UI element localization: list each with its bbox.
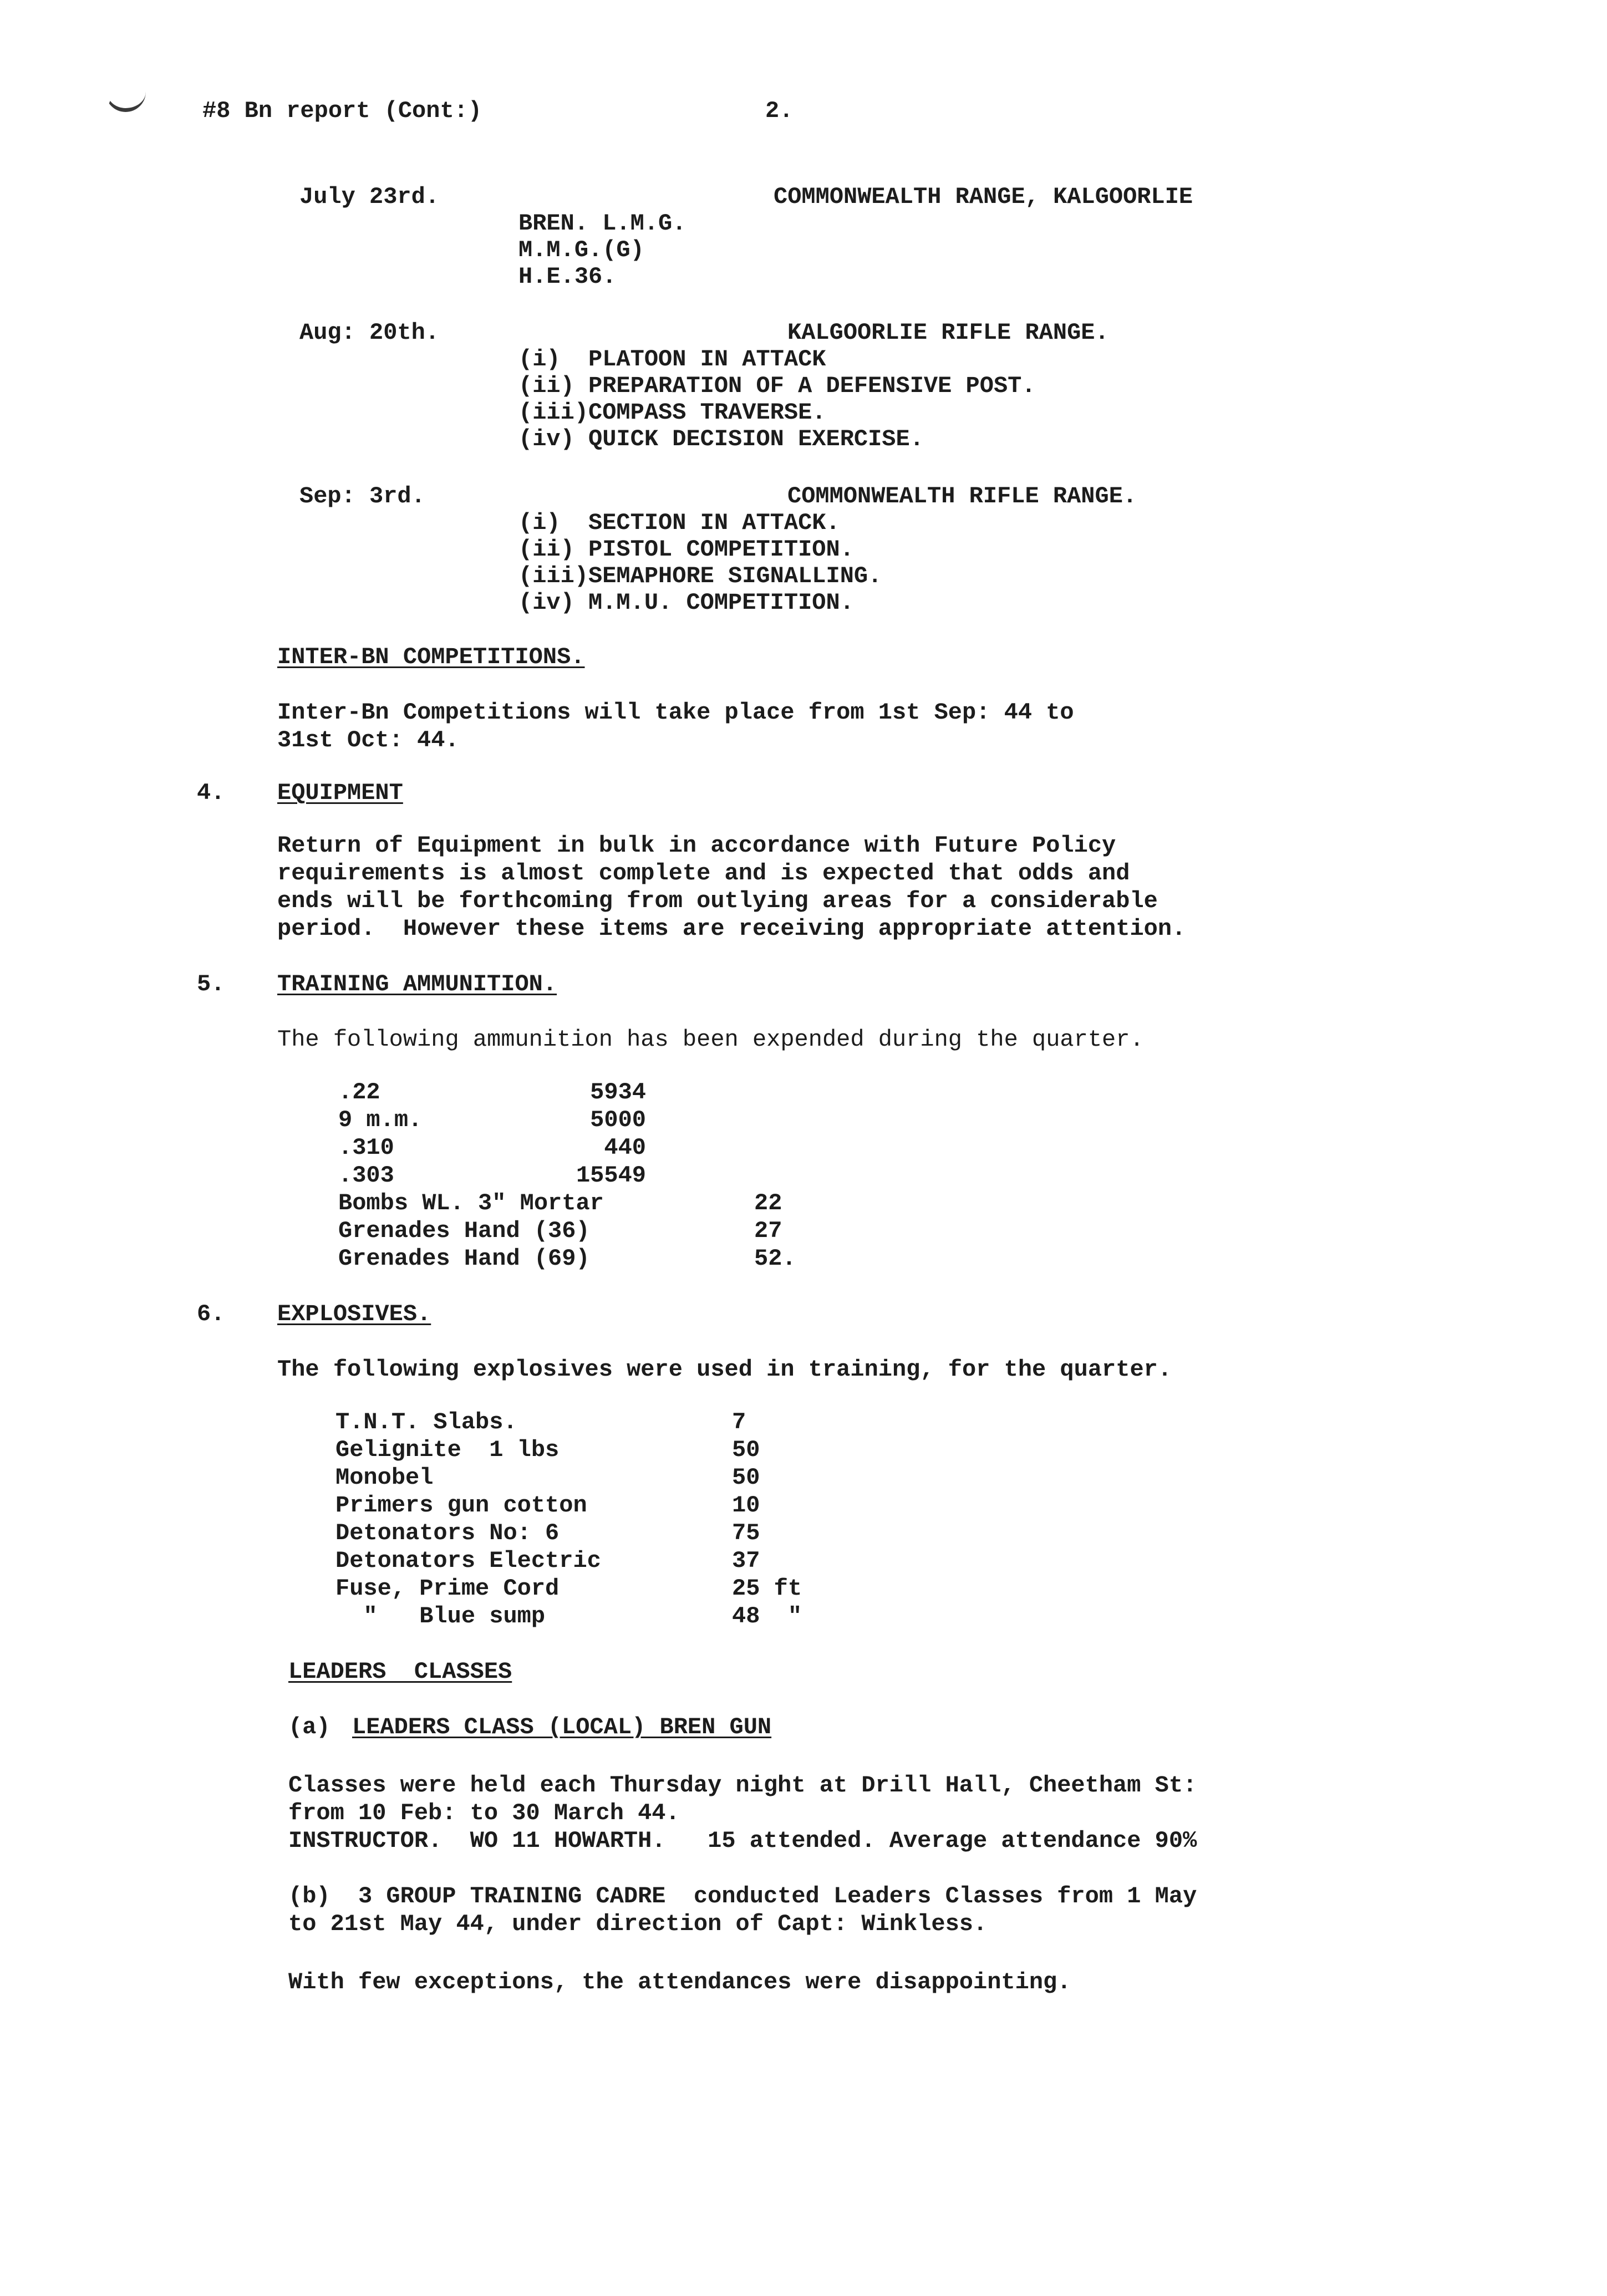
explosive-quantity: 25 ft [732, 1575, 802, 1602]
ammunition-item: .22 [338, 1079, 380, 1106]
section-heading-equipment: EQUIPMENT [277, 780, 403, 806]
running-title: #8 Bn report (Cont:) [202, 98, 482, 124]
explosive-item: Fuse, Prime Cord [335, 1575, 560, 1602]
paragraph-line: from 10 Feb: to 30 March 44. [288, 1800, 680, 1826]
ammunition-item: Bombs WL. 3" Mortar [338, 1190, 604, 1216]
paragraph-line: 31st Oct: 44. [277, 727, 459, 754]
explosive-item: T.N.T. Slabs. [335, 1409, 517, 1435]
section-number: 4. [197, 780, 225, 806]
ammunition-item: Grenades Hand (36) [338, 1218, 590, 1244]
scan-mark [105, 75, 146, 112]
subsection-label: (a) [288, 1714, 330, 1740]
range-item: (i) SECTION IN ATTACK. [518, 510, 840, 536]
ammunition-item: 9 m.m. [338, 1107, 423, 1133]
explosive-quantity: 37 [732, 1547, 760, 1574]
range-item: (iv) M.M.U. COMPETITION. [518, 589, 854, 616]
subsection-title: LEADERS CLASS (LOCAL) BREN GUN [352, 1714, 772, 1740]
range-item: (ii) PISTOL COMPETITION. [518, 536, 854, 563]
range-item: (iv) QUICK DECISION EXERCISE. [518, 426, 924, 452]
range-item: (i) PLATOON IN ATTACK [518, 346, 826, 373]
paragraph-line: Return of Equipment in bulk in accordance with Future Policy [277, 832, 1116, 859]
paragraph-line: Classes were held each Thursday night at Drill Hall, Cheetham St: [288, 1772, 1197, 1799]
ammunition-quantity: 440 [604, 1134, 646, 1161]
paragraph-line: to 21st May 44, under direction of Capt: Winkless. [288, 1911, 988, 1937]
range-item: (ii) PREPARATION OF A DEFENSIVE POST. [518, 373, 1036, 399]
range-item: (iii)COMPASS TRAVERSE. [518, 399, 826, 426]
paragraph-line: period. However these items are receiving appropriate attention. [277, 915, 1186, 942]
ammunition-intro: The following ammunition has been expended during the quarter. [277, 1026, 1144, 1053]
explosive-item: Monobel [335, 1464, 434, 1491]
explosive-quantity: 7 [732, 1409, 746, 1435]
section-heading-leaders: LEADERS CLASSES [288, 1658, 512, 1685]
explosive-quantity: 50 [732, 1464, 760, 1491]
ammunition-quantity: 22 [754, 1190, 782, 1216]
range-location: KALGOORLIE RIFLE RANGE. [787, 319, 1109, 346]
explosives-intro: The following explosives were used in training, for the quarter. [277, 1356, 1172, 1383]
explosive-item: Gelignite 1 lbs [335, 1437, 560, 1463]
page-number: 2. [765, 98, 794, 124]
explosive-item: Detonators No: 6 [335, 1520, 560, 1546]
paragraph-line: ends will be forthcoming from outlying areas for a considerable [277, 888, 1158, 914]
section-heading-explosives: EXPLOSIVES. [277, 1301, 431, 1327]
paragraph-line: (b) 3 GROUP TRAINING CADRE conducted Leaders Classes from 1 May [288, 1883, 1197, 1910]
range-date: July 23rd. [299, 184, 440, 210]
range-item: M.M.G.(G) [518, 237, 644, 263]
range-item: (iii)SEMAPHORE SIGNALLING. [518, 563, 882, 589]
range-item: H.E.36. [518, 263, 617, 290]
range-date: Aug: 20th. [299, 319, 440, 346]
closing-remark: With few exceptions, the attendances were disappointing. [288, 1969, 1071, 1995]
explosive-quantity: 48 " [732, 1603, 802, 1630]
paragraph-line: requirements is almost complete and is expected that odds and [277, 860, 1130, 887]
section-heading-inter-bn: INTER-BN COMPETITIONS. [277, 644, 585, 670]
range-location: COMMONWEALTH RANGE, KALGOORLIE [774, 184, 1193, 210]
paragraph-line: Inter-Bn Competitions will take place from 1st Sep: 44 to [277, 699, 1074, 726]
range-item: BREN. L.M.G. [518, 210, 686, 237]
section-number: 6. [197, 1301, 225, 1327]
explosive-item: Primers gun cotton [335, 1492, 587, 1519]
paragraph-line: INSTRUCTOR. WO 11 HOWARTH. 15 attended. Average attendance 90% [288, 1827, 1197, 1854]
section-number: 5. [197, 971, 225, 997]
explosive-item: Detonators Electric [335, 1547, 601, 1574]
range-date: Sep: 3rd. [299, 483, 425, 510]
ammunition-item: .303 [338, 1162, 394, 1189]
ammunition-quantity: 27 [754, 1218, 782, 1244]
ammunition-quantity: 5000 [590, 1107, 646, 1133]
explosive-quantity: 75 [732, 1520, 760, 1546]
explosive-item: " Blue sump [335, 1603, 546, 1630]
section-heading-ammunition: TRAINING AMMUNITION. [277, 971, 557, 997]
explosive-quantity: 50 [732, 1437, 760, 1463]
ammunition-item: Grenades Hand (69) [338, 1245, 590, 1272]
explosive-quantity: 10 [732, 1492, 760, 1519]
range-location: COMMONWEALTH RIFLE RANGE. [787, 483, 1137, 510]
ammunition-quantity: 5934 [590, 1079, 646, 1106]
ammunition-quantity: 15549 [576, 1162, 646, 1189]
ammunition-quantity: 52. [754, 1245, 796, 1272]
ammunition-item: .310 [338, 1134, 394, 1161]
